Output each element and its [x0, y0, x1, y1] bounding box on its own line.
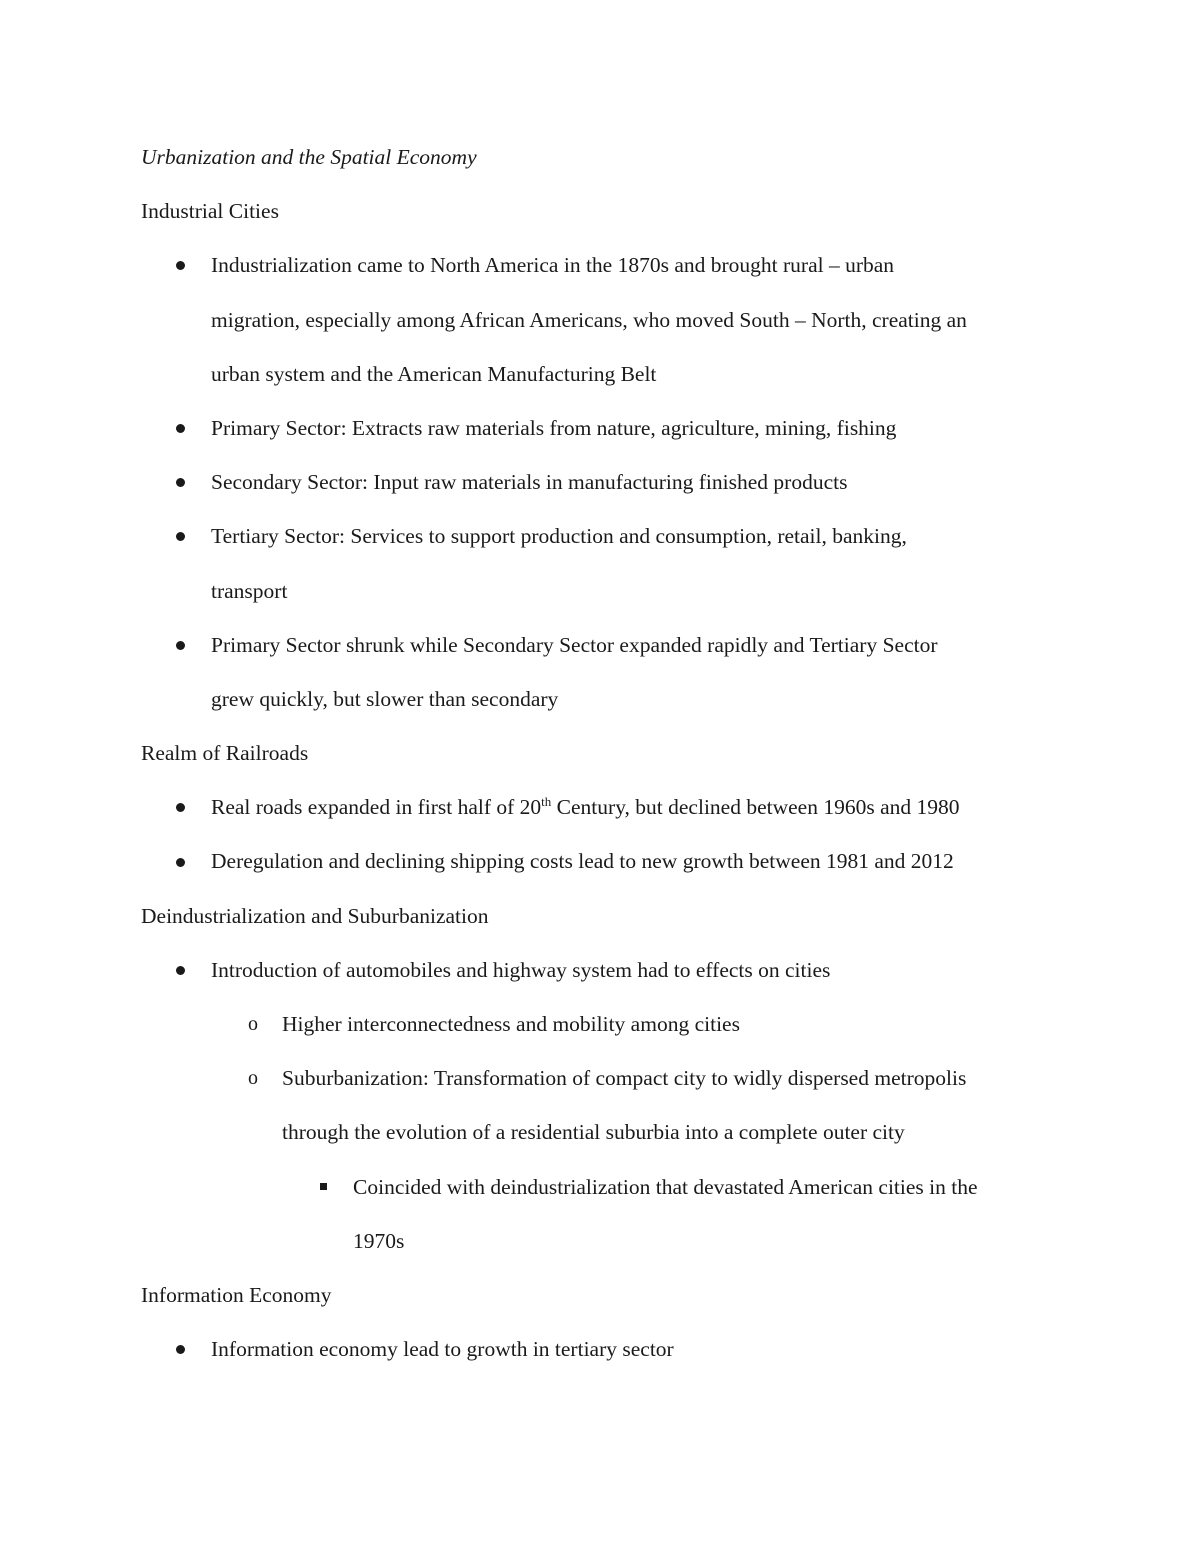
document-body: [141, 130, 1061, 1376]
sub-list-item-text: Suburbanization: Transformation of compact city to widly dispersed metropolis: [282, 1066, 967, 1091]
list-item-text-end: Century, but declined between 1960s and 1980: [551, 795, 960, 820]
bullet-icon: [176, 618, 185, 672]
list-item-continuation: grew quickly, but slower than secondary: [211, 686, 559, 711]
sub-list-item-text: Higher interconnectedness and mobility among cities: [282, 1012, 740, 1036]
bullet-icon: [176, 943, 185, 997]
list-item: [141, 943, 1061, 997]
list-item-text: Primary Sector shrunk while Secondary Sector expanded rapidly and Tertiary Sector: [211, 632, 938, 657]
list-item-text: Information economy lead to growth in tertiary sector: [211, 1337, 674, 1362]
sub-list-item: [141, 1051, 1061, 1105]
list-item-text-start: Real roads expanded in first half of 20: [211, 795, 542, 820]
list-item-text: [211, 795, 960, 819]
circle-bullet-icon: o: [248, 1067, 258, 1090]
section-heading-information-economy: Information Economy: [141, 1282, 332, 1307]
list-item-text: Deregulation and declining shipping costs lead to new growth between 1981 and 2012: [211, 849, 954, 874]
sub-list-item-continuation: through the evolution of a residential suburbia into a complete outer city: [282, 1120, 905, 1145]
list-item-text: Tertiary Sector: Services to support production and consumption, retail, banking,: [211, 524, 907, 549]
bullet-icon: [176, 834, 185, 888]
sub-sub-list-item: [141, 1160, 1061, 1214]
sub-sub-list-item-continuation: 1970s: [353, 1228, 405, 1253]
sub-sub-list-item-text: Coincided with deindustrialization that devastated American cities in the: [353, 1174, 978, 1199]
section-heading-realm-of-railroads: Realm of Railroads: [141, 741, 309, 766]
list-item: [141, 780, 1061, 834]
section-heading-deindustrialization: Deindustrialization and Suburbanization: [141, 903, 489, 928]
bullet-icon: [176, 401, 185, 455]
list-item-continuation: urban system and the American Manufacturing Belt: [211, 361, 657, 386]
list-item-text: Secondary Sector: Input raw materials in manufacturing finished products: [211, 470, 848, 495]
list-item: [141, 238, 1061, 292]
section-heading-industrial-cities: Industrial Cities: [141, 199, 279, 224]
list-item: [141, 401, 1061, 455]
bullet-icon: [176, 509, 185, 563]
bullet-icon: [176, 1322, 185, 1376]
list-item-continuation: migration, especially among African Americans, who moved South – North, creating an: [211, 307, 967, 332]
list-item-text: Industrialization came to North America in the 1870s and brought rural – urban: [211, 253, 895, 278]
list-item-text: Primary Sector: Extracts raw materials from nature, agriculture, mining, fishing: [211, 415, 897, 440]
list-item: [141, 509, 1061, 563]
sub-list-item: [141, 997, 1061, 1051]
document-title: Urbanization and the Spatial Economy: [141, 145, 477, 169]
list-item: [141, 455, 1061, 509]
bullet-icon: [176, 238, 185, 292]
bullet-icon: [176, 455, 185, 509]
list-item-text: Introduction of automobiles and highway system had to effects on cities: [211, 957, 831, 982]
bullet-icon: [176, 780, 185, 834]
circle-bullet-icon: o: [248, 1013, 258, 1035]
ordinal-superscript: th: [541, 794, 552, 810]
list-item-continuation: transport: [211, 578, 288, 603]
square-bullet-icon: [320, 1160, 327, 1214]
list-item: [141, 1322, 1061, 1376]
list-item: [141, 618, 1061, 672]
list-item: [141, 834, 1061, 888]
